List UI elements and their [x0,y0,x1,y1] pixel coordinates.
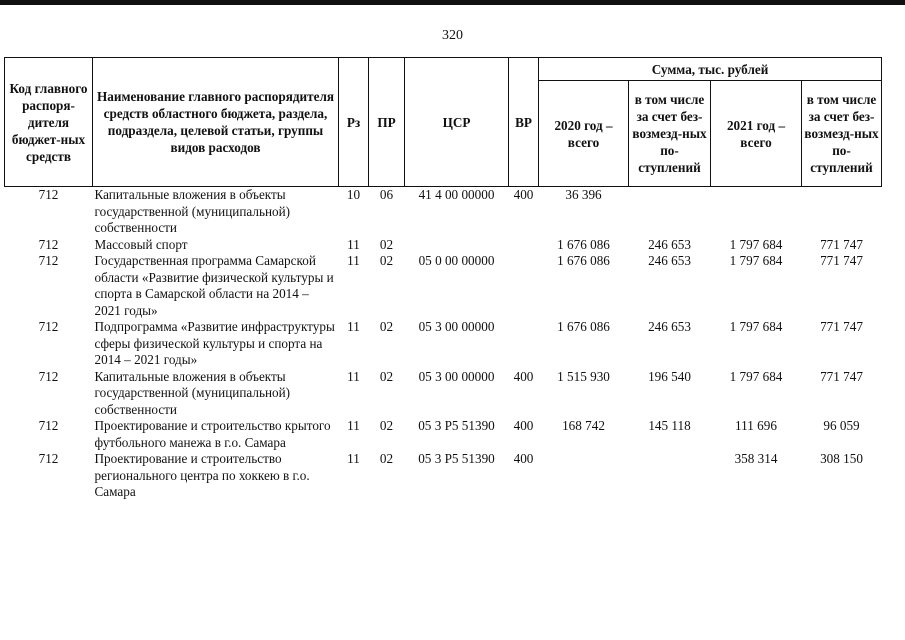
header-rz: Рз [339,58,369,187]
row-2021-total: 111 696 [735,418,777,433]
row-name: Государственная программа Самарской области «Развитие физической культуры и спорта в Самарской области на 2014 – 2021 годы» [94,253,334,318]
row-2021-free: 771 747 [820,368,863,384]
row-code: 712 [38,236,59,252]
row-2021-free [802,187,882,237]
row-vr: 400 [513,418,534,433]
row-rz: 11 [347,368,360,384]
row-vr [509,319,539,369]
row-code: 712 [38,451,59,466]
row-2021-total: 1 797 684 [729,319,783,334]
row-2021-free: 771 747 [820,236,863,252]
row-rz: 11 [347,236,360,252]
row-2021-free: 308 150 [820,451,863,466]
row-2021-total: 1 797 684 [729,253,783,268]
row-vr: 400 [513,451,534,466]
row-csr: 05 3 00 00000 [418,368,495,384]
header-2020-free: в том числе за счет без-возмезд-ных по-ступлений [629,81,711,187]
row-csr: 05 3 P5 51390 [418,418,495,433]
table-row [5,369,882,419]
table-row [5,253,882,319]
row-name: Капитальные вложения в объекты государственной (муниципальной) собственности [94,187,291,235]
header-2020-total: 2020 год – всего [539,81,629,187]
header-name: Наименование главного распорядителя средств областного бюджета, раздела, подраздела, целевой статьи, группы видов расходов [93,58,339,187]
row-2020-total: 1 676 086 [557,319,610,334]
row-name: Проектирование и строительство регионального центра по хоккею в г.о. Самара [94,451,310,499]
row-2020-free: 246 653 [648,253,691,268]
row-pr: 02 [379,418,394,433]
row-csr: 05 3 P5 51390 [418,451,495,466]
row-vr: 400 [513,368,534,384]
row-2021-total [711,187,802,237]
row-2021-free: 771 747 [820,319,863,334]
row-2021-free: 96 059 [823,418,860,433]
budget-table [4,57,882,501]
row-pr: 02 [379,236,394,252]
row-pr: 02 [379,253,394,268]
row-vr [509,253,539,319]
row-pr: 06 [379,187,394,202]
header-2021-free: в том числе за счет без-возмезд-ных по-ступлений [802,81,882,187]
row-code: 712 [38,368,59,384]
row-code: 712 [38,187,59,202]
row-2020-total: 168 742 [562,418,605,433]
header-vr: ВР [509,58,539,187]
header-code: Код главного распоря-дителя бюджет-ных средств [5,58,93,187]
row-2020-free: 196 540 [648,368,691,384]
header-2021-total: 2021 год – всего [711,81,802,187]
row-rz: 10 [346,187,361,202]
row-name: Подпрограмма «Развитие инфраструктуры сферы физической культуры и спорта на 2014 – 2021 годы» [94,319,335,367]
row-2021-total: 358 314 [734,451,778,466]
row-vr: 400 [513,187,534,202]
row-csr: 05 0 00 00000 [418,253,495,268]
row-pr: 02 [379,368,394,384]
row-2020-total: 1 515 930 [557,368,610,384]
row-csr: 41 4 00 00000 [418,187,495,202]
row-name: Проектирование и строительство крытого футбольного манежа в г.о. Самара [94,418,331,450]
header-sum-group: Сумма, тыс. рублей [539,58,882,81]
row-csr [405,237,509,254]
table-row [5,319,882,369]
row-rz: 11 [347,253,360,268]
row-2020-total: 1 676 086 [557,236,610,252]
row-rz: 11 [347,319,360,334]
row-code: 712 [38,418,59,433]
row-2020-total: 1 676 086 [557,253,610,268]
page-number: 320 [442,28,463,43]
row-2020-free: 145 118 [648,418,691,433]
row-2020-total: 36 396 [565,187,602,202]
table-row [5,187,882,237]
row-rz: 11 [347,418,360,433]
row-2020-free: 246 653 [648,236,691,252]
row-2020-free [629,187,711,237]
row-rz: 11 [347,451,360,466]
header-pr: ПР [369,58,405,187]
row-2021-total: 1 797 684 [729,368,783,384]
row-vr [509,237,539,254]
row-pr: 02 [379,319,394,334]
row-2020-free [629,451,711,501]
table-row [5,451,882,501]
row-2021-free: 771 747 [820,253,863,268]
top-border [0,0,905,5]
row-code: 712 [38,319,59,334]
header-csr: ЦСР [405,58,509,187]
row-2020-total [539,451,629,501]
row-2020-free: 246 653 [648,319,691,334]
row-name: Массовый спорт [94,236,188,252]
table-row [5,418,882,451]
row-name: Капитальные вложения в объекты государственной (муниципальной) собственности [94,368,291,417]
row-2021-total: 1 797 684 [729,236,783,252]
row-csr: 05 3 00 00000 [418,319,495,334]
table-row [5,237,882,254]
row-pr: 02 [379,451,394,466]
row-code: 712 [38,253,59,268]
